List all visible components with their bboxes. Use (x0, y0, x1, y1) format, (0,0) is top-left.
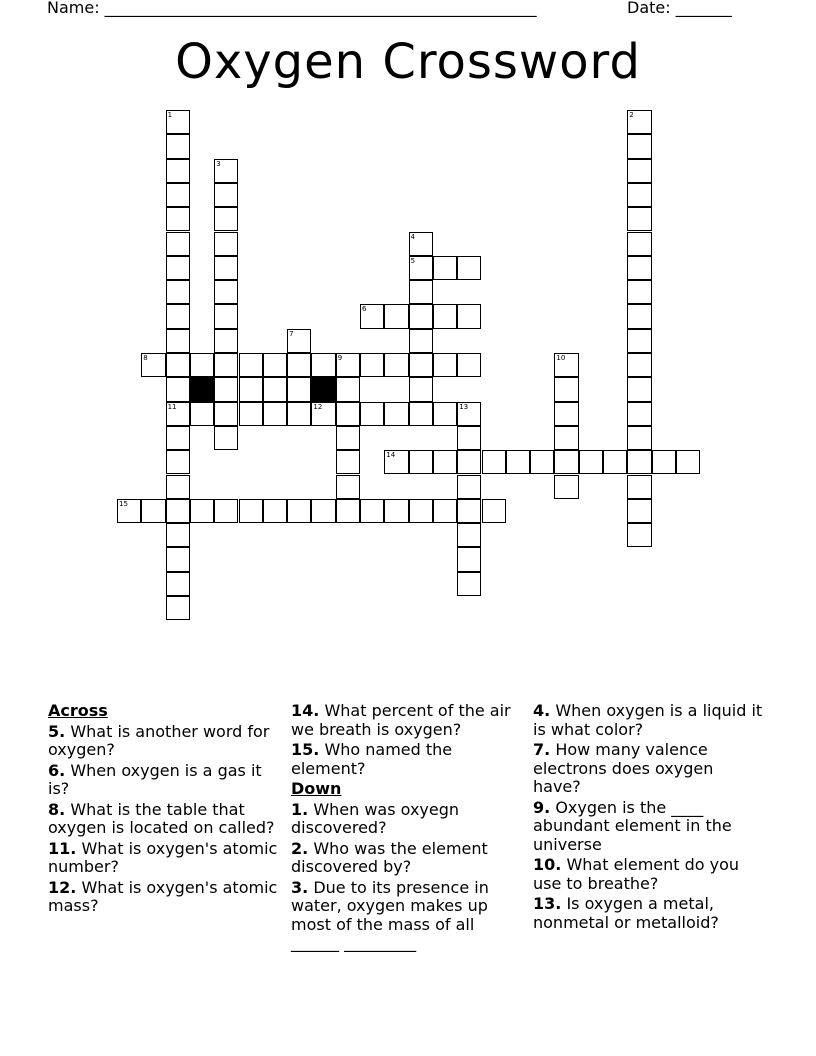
grid-cell[interactable] (627, 450, 651, 474)
grid-cell[interactable] (166, 596, 190, 620)
grid-cell[interactable] (141, 353, 165, 377)
grid-cell[interactable] (214, 329, 238, 353)
grid-cell[interactable] (627, 232, 651, 256)
grid-cell[interactable] (336, 377, 360, 401)
grid-cell[interactable] (627, 110, 651, 134)
name-line[interactable]: Name: ______________________________________________________ (47, 0, 537, 17)
grid-cell[interactable] (433, 256, 457, 280)
grid-cell[interactable] (457, 426, 481, 450)
grid-cell[interactable] (287, 377, 311, 401)
grid-cell[interactable] (506, 450, 530, 474)
black-cell (311, 377, 335, 401)
clue-down-1: 1. When was oxyegn discovered? (291, 799, 460, 837)
cell-number: 3 (216, 159, 221, 168)
down-heading: Down (291, 779, 342, 798)
clue-across-12: 12. What is oxygen's atomic mass? (48, 877, 278, 915)
cell-number: 14 (386, 451, 396, 460)
black-cell (190, 377, 214, 401)
grid-cell[interactable] (336, 402, 360, 426)
grid-cell[interactable] (409, 450, 433, 474)
grid-cell[interactable] (627, 329, 651, 353)
grid-cell[interactable] (214, 159, 238, 183)
grid-cell[interactable] (166, 256, 190, 280)
grid-cell[interactable] (457, 304, 481, 328)
grid-cell[interactable] (627, 523, 651, 547)
grid-cell[interactable] (336, 499, 360, 523)
clue-across-11: 11. What is oxygen's atomic number? (48, 838, 278, 876)
grid-cell[interactable] (239, 499, 263, 523)
grid-cell[interactable] (190, 353, 214, 377)
cell-number: 10 (556, 354, 566, 362)
date-line[interactable]: Date: _______ (627, 0, 732, 17)
cell-number: 1 (167, 111, 173, 119)
grid-cell[interactable] (627, 304, 651, 328)
grid-cell[interactable] (166, 159, 190, 183)
grid-cell[interactable] (554, 402, 578, 426)
grid-cell[interactable] (214, 280, 238, 304)
grid-cell[interactable] (336, 475, 360, 499)
grid-cell[interactable] (166, 110, 190, 134)
grid-cell[interactable] (263, 377, 287, 401)
clue-down-10: 10. What element do you use to breathe? (533, 855, 740, 893)
grid-cell[interactable] (627, 402, 651, 426)
clue-across-5: 5. What is another word for oxygen? (48, 721, 270, 759)
grid-cell[interactable] (214, 353, 238, 377)
grid-cell[interactable] (627, 207, 651, 231)
across-heading: Across (48, 701, 108, 720)
cell-number: 13 (459, 402, 469, 411)
grid-cell[interactable] (141, 499, 165, 523)
grid-cell[interactable] (166, 280, 190, 304)
grid-cell[interactable] (166, 329, 190, 353)
grid-cell[interactable] (579, 450, 603, 474)
grid-cell[interactable] (652, 450, 676, 474)
grid-cell[interactable] (336, 353, 360, 377)
grid-cell[interactable] (239, 353, 263, 377)
grid-cell[interactable] (360, 402, 384, 426)
grid-cell[interactable] (311, 499, 335, 523)
grid-cell[interactable] (214, 183, 238, 207)
grid-cell[interactable] (627, 377, 651, 401)
grid-cell[interactable] (627, 134, 651, 158)
grid-cell[interactable] (166, 304, 190, 328)
clues-column-2 (291, 702, 521, 955)
grid-cell[interactable] (409, 280, 433, 304)
cell-number: 12 (313, 402, 323, 411)
grid-cell[interactable] (433, 450, 457, 474)
grid-cell[interactable] (166, 353, 190, 377)
grid-cell[interactable] (360, 499, 384, 523)
grid-cell[interactable] (409, 377, 433, 401)
grid-cell[interactable] (384, 353, 408, 377)
grid-cell[interactable] (457, 402, 481, 426)
grid-cell[interactable] (166, 450, 190, 474)
cell-number: 15 (119, 499, 128, 508)
cell-number: 5 (410, 256, 416, 265)
grid-cell[interactable] (239, 402, 263, 426)
grid-cell[interactable] (287, 329, 311, 353)
grid-cell[interactable] (457, 450, 481, 474)
clue-across-14: 14. What percent of the air we breath is oxygen? (291, 701, 511, 739)
clue-down-2: 2. Who was the element discovered by? (291, 838, 488, 876)
cell-number: 7 (289, 329, 294, 338)
grid-cell[interactable] (166, 183, 190, 207)
grid-cell[interactable] (627, 183, 651, 207)
grid-cell[interactable] (433, 499, 457, 523)
grid-cell[interactable] (214, 426, 238, 450)
grid-cell[interactable] (166, 134, 190, 158)
grid-cell[interactable] (409, 256, 433, 280)
grid-cell[interactable] (360, 304, 384, 328)
page-title: Oxygen Crossword (175, 34, 641, 90)
grid-cell[interactable] (166, 523, 190, 547)
grid-cell[interactable] (311, 402, 335, 426)
grid-cell[interactable] (166, 547, 190, 571)
grid-cell[interactable] (166, 207, 190, 231)
grid-cell[interactable] (384, 450, 408, 474)
grid-cell[interactable] (627, 475, 651, 499)
grid-cell[interactable] (482, 499, 506, 523)
clues-column-3 (533, 702, 763, 934)
grid-cell[interactable] (457, 353, 481, 377)
grid-cell[interactable] (287, 353, 311, 377)
grid-cell[interactable] (214, 402, 238, 426)
grid-cell[interactable] (409, 499, 433, 523)
grid-cell[interactable] (166, 572, 190, 596)
clue-down-13: 13. Is oxygen a metal, nonmetal or metalloid? (533, 894, 719, 932)
grid-cell[interactable] (554, 475, 578, 499)
grid-cell[interactable] (214, 232, 238, 256)
cell-number: 6 (362, 305, 367, 314)
grid-cell[interactable] (384, 499, 408, 523)
clue-down-3: 3. Due to its presence in water, oxygen makes up most of the mass of all ______ _________ (291, 877, 489, 952)
grid-cell[interactable] (117, 499, 141, 523)
grid-cell[interactable] (457, 523, 481, 547)
grid-cell[interactable] (166, 499, 190, 523)
grid-cell[interactable] (603, 450, 627, 474)
grid-cell[interactable] (360, 353, 384, 377)
grid-cell[interactable] (409, 304, 433, 328)
grid-cell[interactable] (457, 572, 481, 596)
grid-cell[interactable] (457, 475, 481, 499)
grid-cell[interactable] (166, 377, 190, 401)
grid-cell[interactable] (627, 426, 651, 450)
grid-cell[interactable] (166, 426, 190, 450)
cell-number: 2 (629, 111, 634, 119)
cell-number: 9 (337, 354, 343, 362)
grid-cell[interactable] (214, 256, 238, 280)
grid-cell[interactable] (482, 450, 506, 474)
grid-cell[interactable] (190, 402, 214, 426)
grid-cell[interactable] (263, 499, 287, 523)
grid-cell[interactable] (676, 450, 700, 474)
grid-cell[interactable] (190, 499, 214, 523)
grid-cell[interactable] (409, 329, 433, 353)
clue-across-8: 8. What is the table that oxygen is located on called? (48, 799, 275, 837)
grid-cell[interactable] (287, 402, 311, 426)
clue-down-9: 9. Oxygen is the ____ abundant element in the universe (533, 797, 732, 854)
grid-cell[interactable] (433, 353, 457, 377)
clue-down-7: 7. How many valence electrons does oxygen have? (533, 740, 714, 796)
grid-cell[interactable] (166, 475, 190, 499)
grid-cell[interactable] (457, 499, 481, 523)
grid-cell[interactable] (214, 304, 238, 328)
grid-cell[interactable] (214, 207, 238, 231)
grid-cell[interactable] (409, 402, 433, 426)
grid-cell[interactable] (311, 353, 335, 377)
grid-cell[interactable] (433, 402, 457, 426)
grid-cell[interactable] (214, 377, 238, 401)
grid-cell[interactable] (409, 353, 433, 377)
grid-cell[interactable] (554, 353, 578, 377)
clue-down-4: 4. When oxygen is a liquid it is what color? (533, 701, 763, 739)
grid-cell[interactable] (457, 256, 481, 280)
grid-cell[interactable] (457, 547, 481, 571)
grid-cell[interactable] (263, 402, 287, 426)
grid-cell[interactable] (336, 426, 360, 450)
clue-across-6: 6. When oxygen is a gas it is? (48, 760, 262, 798)
grid-cell[interactable] (263, 353, 287, 377)
clues-column-1 (48, 702, 288, 918)
grid-cell[interactable] (384, 402, 408, 426)
cell-number: 8 (143, 354, 148, 362)
grid-cell[interactable] (627, 499, 651, 523)
grid-cell[interactable] (384, 304, 408, 328)
grid-cell[interactable] (627, 159, 651, 183)
grid-cell[interactable] (530, 450, 554, 474)
grid-cell[interactable] (433, 304, 457, 328)
cell-number: 4 (410, 232, 416, 241)
grid-cell[interactable] (409, 232, 433, 256)
grid-cell[interactable] (166, 232, 190, 256)
grid-cell[interactable] (336, 450, 360, 474)
grid-cell[interactable] (287, 499, 311, 523)
grid-cell[interactable] (554, 450, 578, 474)
cell-number: 11 (167, 402, 177, 411)
grid-cell[interactable] (214, 499, 238, 523)
grid-cell[interactable] (627, 353, 651, 377)
clue-across-15: 15. Who named the element? (291, 740, 453, 778)
grid-cell[interactable] (627, 280, 651, 304)
grid-cell[interactable] (554, 426, 578, 450)
grid-cell[interactable] (554, 377, 578, 401)
grid-cell[interactable] (239, 377, 263, 401)
grid-cell[interactable] (166, 402, 190, 426)
grid-cell[interactable] (627, 256, 651, 280)
